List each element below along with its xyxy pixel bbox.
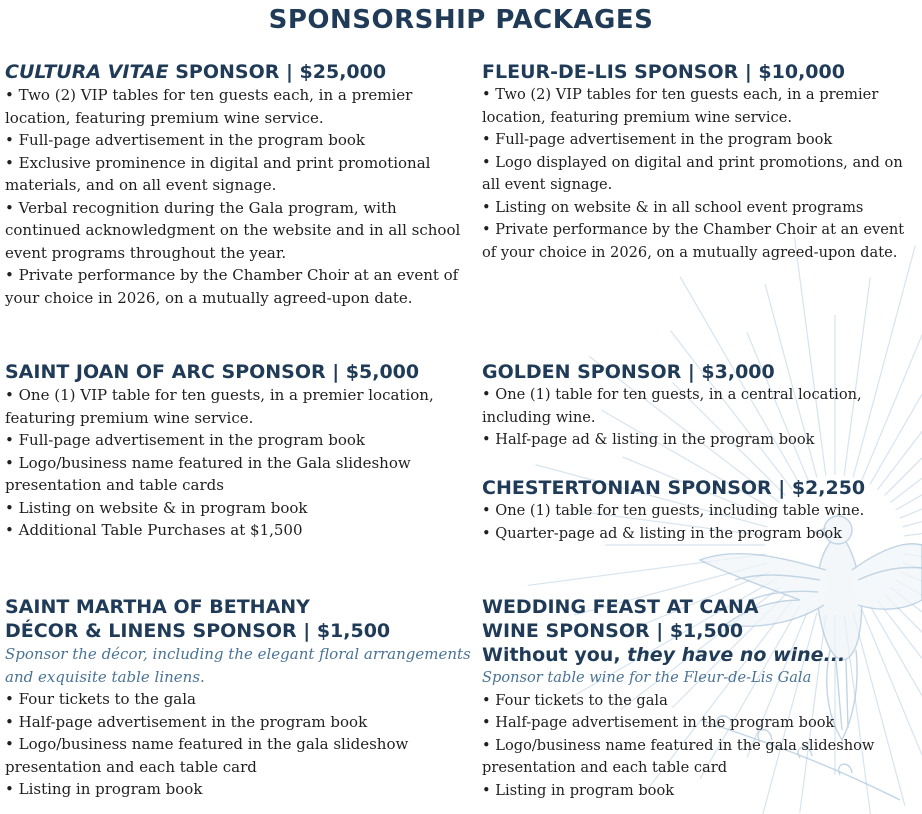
list-item: • Logo/business name featured in the gala slideshow presentation and each table card	[5, 733, 473, 778]
benefit-list	[5, 688, 473, 801]
list-item: • One (1) table for ten guests, in a central location, including wine.	[482, 384, 918, 429]
list-item: • Full-page advertisement in the program book	[5, 429, 473, 452]
package-cultura-vitae	[5, 60, 473, 309]
list-item: • Full-page advertisement in the program book	[5, 129, 473, 152]
tagline-emphasis: they have no wine...	[627, 644, 846, 666]
list-item: • Full-page advertisement in the program book	[482, 129, 918, 152]
benefit-list	[482, 500, 918, 545]
list-item: • One (1) table for ten guests, including table wine.	[482, 500, 918, 523]
benefit-list	[482, 84, 918, 264]
package-title: GOLDEN SPONSOR | $3,000	[482, 361, 775, 383]
list-item: • Logo/business name featured in the Gala slideshow presentation and table cards	[5, 452, 473, 497]
list-item: • Listing in program book	[5, 778, 473, 801]
list-item: • Logo displayed on digital and print promotions, and on all event signage.	[482, 152, 918, 197]
benefit-list	[5, 384, 473, 542]
package-title-em: CULTURA VITAE	[5, 61, 169, 83]
package-title: WEDDING FEAST AT CANA	[482, 596, 759, 618]
package-title-line2: WINE SPONSOR | $1,500	[482, 620, 744, 642]
package-title: CHESTERTONIAN SPONSOR | $2,250	[482, 477, 866, 499]
list-item: • Additional Table Purchases at $1,500	[5, 519, 473, 542]
package-fleur-de-lis	[482, 60, 918, 264]
benefit-list	[5, 84, 473, 309]
package-chestertonian	[482, 476, 918, 545]
list-item: • Exclusive prominence in digital and print promotional materials, and on all event signage.	[5, 152, 473, 197]
package-golden	[482, 360, 918, 452]
list-item: • Listing on website & in program book	[5, 497, 473, 520]
page-title: SPONSORSHIP PACKAGES	[268, 5, 654, 35]
package-tagline: Without you, they have no wine...	[482, 644, 846, 666]
list-item: • Logo/business name featured in the gala slideshow presentation and each table card	[482, 735, 918, 780]
package-title: CULTURA VITAE SPONSOR | $25,000	[5, 61, 387, 83]
package-wedding-feast-cana	[482, 595, 918, 802]
benefit-list	[482, 384, 918, 452]
package-subtitle: Sponsor table wine for the Fleur-de-Lis Gala	[482, 669, 812, 686]
package-subtitle: Sponsor the décor, including the elegant floral arrangements and exquisite table linens.	[5, 645, 471, 686]
list-item: • Listing in program book	[482, 780, 918, 803]
package-saint-joan-of-arc	[5, 360, 473, 542]
list-item: • Two (2) VIP tables for ten guests each, in a premier location, featuring premium wine service.	[5, 84, 473, 129]
package-title: FLEUR-DE-LIS SPONSOR | $10,000	[482, 61, 845, 83]
package-title: SAINT MARTHA OF BETHANY	[5, 596, 310, 618]
list-item: • Private performance by the Chamber Choir at an event of your choice in 2026, on a mutually agreed-upon date.	[5, 264, 473, 309]
list-item: • Two (2) VIP tables for ten guests each, in a premier location, featuring premium wine service.	[482, 84, 918, 129]
list-item: • Four tickets to the gala	[5, 688, 473, 711]
list-item: • One (1) VIP table for ten guests, in a premier location, featuring premium wine service.	[5, 384, 473, 429]
package-title-line2: DÉCOR & LINENS SPONSOR | $1,500	[5, 620, 391, 642]
package-saint-martha	[5, 595, 473, 801]
list-item: • Verbal recognition during the Gala program, with continued acknowledgment on the website and in all school event programs throughout the year.	[5, 197, 473, 265]
list-item: • Half-page ad & listing in the program book	[482, 429, 918, 452]
list-item: • Half-page advertisement in the program book	[5, 711, 473, 734]
list-item: • Quarter-page ad & listing in the program book	[482, 523, 918, 546]
list-item: • Listing on website & in all school event programs	[482, 197, 918, 220]
list-item: • Half-page advertisement in the program book	[482, 712, 918, 735]
list-item: • Private performance by the Chamber Choir at an event of your choice in 2026, on a mutually agreed-upon date.	[482, 219, 918, 264]
list-item: • Four tickets to the gala	[482, 690, 918, 713]
package-title: SAINT JOAN OF ARC SPONSOR | $5,000	[5, 361, 420, 383]
benefit-list	[482, 690, 918, 803]
